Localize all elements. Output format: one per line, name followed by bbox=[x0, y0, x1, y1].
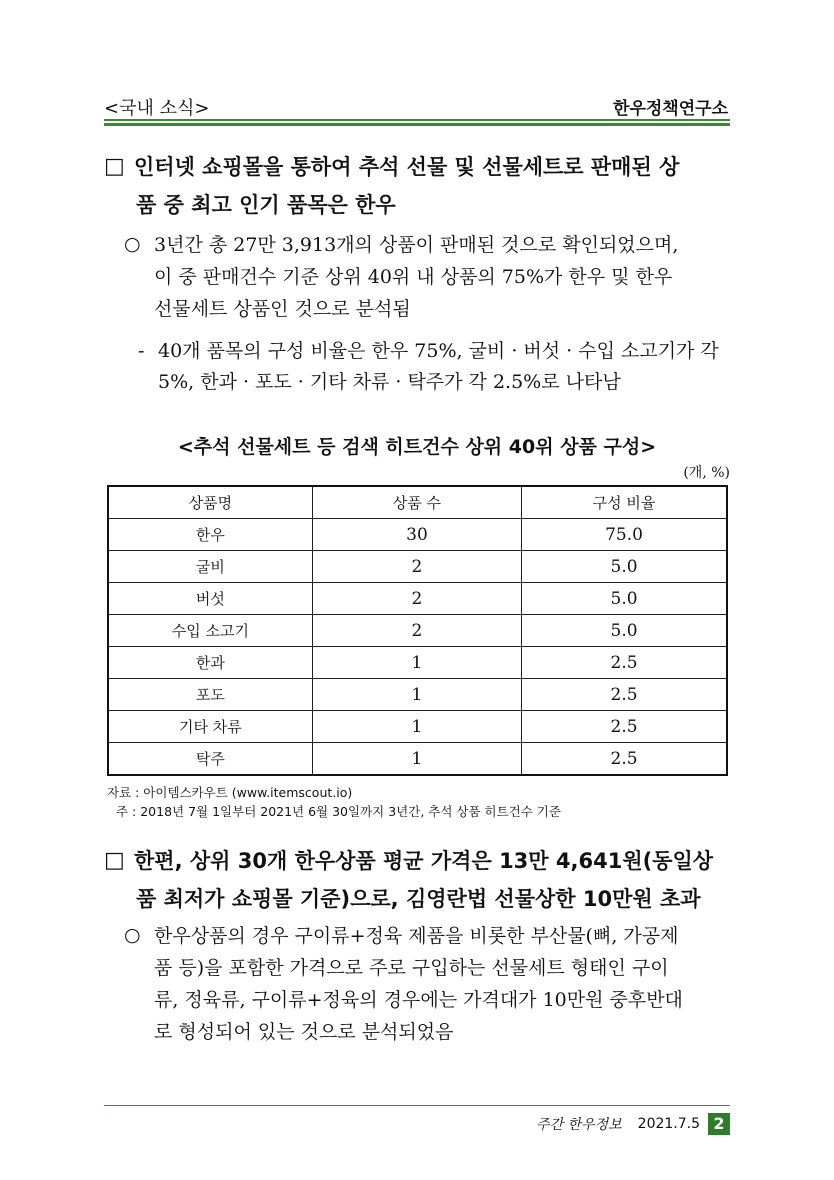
table-row bbox=[108, 519, 727, 551]
paragraph-line: 류, 정육류, 구이류+정육의 경우에는 가격대가 10만원 중후반대 bbox=[154, 989, 683, 1011]
column-header: 구성 비율 bbox=[522, 486, 727, 519]
paragraph-line: 5%, 한과 · 포도 · 기타 차류 · 탁주가 각 2.5%로 나타남 bbox=[158, 371, 621, 393]
heading-line: 한편, 상위 30개 한우상품 평균 가격은 13만 4,641원(동일상 bbox=[134, 849, 714, 873]
cell-product: 탁주 bbox=[108, 743, 312, 776]
cell-count: 1 bbox=[312, 711, 521, 743]
heading-line: 품 중 최고 인기 품목은 한우 bbox=[136, 193, 396, 217]
table-header-row bbox=[108, 486, 727, 519]
cell-product: 한우 bbox=[108, 519, 312, 551]
cell-ratio: 2.5 bbox=[522, 711, 727, 743]
footer-rule bbox=[104, 1105, 730, 1106]
heading-line: 인터넷 쇼핑몰을 통하여 추석 선물 및 선물세트로 판매된 상 bbox=[134, 155, 680, 179]
section-2-bullet bbox=[104, 920, 734, 1048]
publication-date: 2021.7.5 bbox=[637, 1116, 700, 1132]
circle-bullet-icon: ○ bbox=[124, 233, 141, 255]
cell-ratio: 75.0 bbox=[522, 519, 727, 551]
cell-count: 2 bbox=[312, 551, 521, 583]
page-footer bbox=[536, 1113, 730, 1135]
cell-product: 한과 bbox=[108, 647, 312, 679]
paragraph-line: 40개 품목의 구성 비율은 한우 75%, 굴비 · 버섯 · 수입 소고기가 각 bbox=[158, 340, 719, 362]
cell-product: 수입 소고기 bbox=[108, 615, 312, 647]
cell-product: 포도 bbox=[108, 679, 312, 711]
cell-ratio: 5.0 bbox=[522, 551, 727, 583]
cell-count: 1 bbox=[312, 647, 521, 679]
paragraph-line: 선물세트 상품인 것으로 분석됨 bbox=[154, 298, 411, 320]
cell-ratio: 2.5 bbox=[522, 647, 727, 679]
cell-count: 1 bbox=[312, 743, 521, 776]
paragraph-line: 품 등)을 포함한 가격으로 주로 구입하는 선물세트 형태인 구이 bbox=[154, 957, 669, 979]
section-2 bbox=[104, 842, 734, 918]
circle-bullet-icon: ○ bbox=[124, 924, 141, 946]
paragraph-line: 3년간 총 27만 3,913개의 상품이 판매된 것으로 확인되었으며, bbox=[154, 234, 679, 256]
table-row bbox=[108, 711, 727, 743]
cell-ratio: 5.0 bbox=[522, 583, 727, 615]
product-composition-table bbox=[107, 485, 728, 776]
organization-name: 한우정책연구소 bbox=[613, 99, 728, 119]
cell-count: 1 bbox=[312, 679, 521, 711]
publication-name: 주간 한우정보 bbox=[536, 1117, 622, 1133]
cell-product: 굴비 bbox=[108, 551, 312, 583]
section-1-bullet bbox=[104, 229, 734, 325]
paragraph-line: 로 형성되어 있는 것으로 분석되었음 bbox=[154, 1021, 454, 1043]
table-row bbox=[108, 743, 727, 776]
square-bullet-icon: □ bbox=[104, 154, 125, 179]
table-title: <추석 선물세트 등 검색 히트건수 상위 40위 상품 구성> bbox=[177, 436, 657, 458]
column-header: 상품명 bbox=[108, 486, 312, 519]
cell-count: 2 bbox=[312, 615, 521, 647]
table-unit: (개, %) bbox=[683, 465, 730, 481]
cell-ratio: 2.5 bbox=[522, 743, 727, 776]
paragraph-line: 이 중 판매건수 기준 상위 40위 내 상품의 75%가 한우 및 한우 bbox=[154, 266, 673, 288]
page-number: 2 bbox=[708, 1113, 730, 1135]
header-rule-thick bbox=[104, 123, 730, 126]
cell-count: 30 bbox=[312, 519, 521, 551]
section-1 bbox=[104, 148, 734, 224]
page-header bbox=[104, 94, 730, 120]
section-1-dash bbox=[104, 336, 734, 398]
paragraph-line: 한우상품의 경우 구이류+정육 제품을 비롯한 부산물(뼈, 가공제 bbox=[154, 925, 679, 947]
heading-line: 품 최저가 쇼핑몰 기준)으로, 김영란법 선물상한 10만원 초과 bbox=[136, 887, 701, 911]
cell-product: 기타 차류 bbox=[108, 711, 312, 743]
table-note: 주 : 2018년 7월 1일부터 2021년 6월 30일까지 3년간, 추석 상품 히트건수 기준 bbox=[116, 804, 561, 819]
table-row bbox=[108, 647, 727, 679]
square-bullet-icon: □ bbox=[104, 848, 125, 873]
table-row bbox=[108, 551, 727, 583]
section-1-heading bbox=[104, 148, 734, 224]
table-row bbox=[108, 679, 727, 711]
section-label: <국내 소식> bbox=[104, 98, 210, 119]
cell-ratio: 5.0 bbox=[522, 615, 727, 647]
table-row bbox=[108, 583, 727, 615]
cell-product: 버섯 bbox=[108, 583, 312, 615]
column-header: 상품 수 bbox=[312, 486, 521, 519]
section-2-heading bbox=[104, 842, 734, 918]
cell-count: 2 bbox=[312, 583, 521, 615]
table-source: 자료 : 아이템스카우트 (www.itemscout.io) bbox=[107, 785, 353, 800]
table-row bbox=[108, 615, 727, 647]
header-rule-thin bbox=[104, 119, 730, 121]
cell-ratio: 2.5 bbox=[522, 679, 727, 711]
dash-bullet: - bbox=[138, 340, 145, 362]
